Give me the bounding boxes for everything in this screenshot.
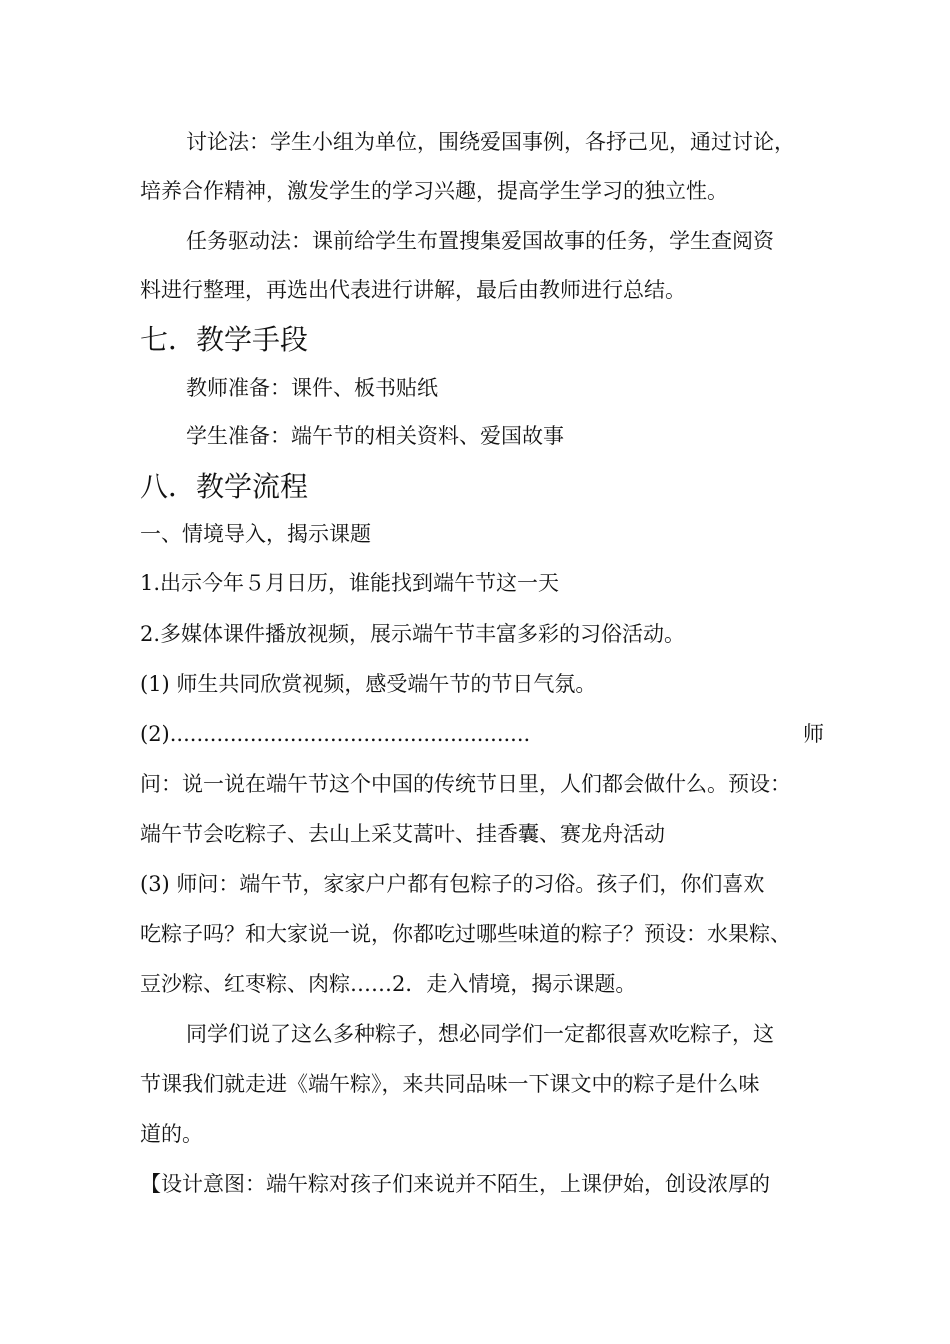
list-item-2: 2.多媒体课件播放视频，展示端午节丰富多彩的习俗活动。	[140, 622, 686, 646]
sub-item-2-leader: (2)......................................................	[140, 722, 531, 746]
sub-item-1: (1) 师生共同欣赏视频，感受端午节的节日气氛。	[140, 672, 597, 696]
sub-item-2-line2: 问：说一说在端午节这个中国的传统节日里，人们都会做什么。预设：	[140, 772, 791, 796]
sub-item-2-line1	[140, 719, 824, 749]
sub-item-3-line1: (3) 师问：端午节，家家户户都有包粽子的习俗。孩子们，你们喜欢	[140, 872, 765, 896]
teacher-preparation: 教师准备：课件、板书贴纸	[186, 376, 438, 400]
sub-item-2-line3: 端午节会吃粽子、去山上采艾蒿叶、挂香囊、赛龙舟活动	[140, 822, 665, 846]
subsection-title-one: 一、情境导入，揭示课题	[140, 522, 371, 546]
paragraph-intro-line1: 同学们说了这么多种粽子，想必同学们一定都很喜欢吃粽子，这	[186, 1022, 774, 1046]
list-item-1: 1.出示今年５月日历，谁能找到端午节这一天	[140, 571, 560, 595]
paragraph-discussion-line2: 培养合作精神，激发学生的学习兴趣，提高学生学习的独立性。	[140, 179, 728, 203]
paragraph-task-line1: 任务驱动法：课前给学生布置搜集爱国故事的任务，学生查阅资	[186, 229, 774, 253]
section-heading-eight: 八．教学流程	[140, 470, 309, 503]
paragraph-discussion-line1: 讨论法：学生小组为单位，围绕爱国事例，各抒己见，通过讨论，	[186, 130, 795, 154]
paragraph-intro-line2: 节课我们就走进《端午粽》，来共同品味一下课文中的粽子是什么味	[140, 1072, 760, 1096]
sub-item-3-line2: 吃粽子吗？和大家说一说，你都吃过哪些味道的粽子？预设：水果粽、	[140, 922, 791, 946]
sub-item-2-tail: 师	[803, 722, 824, 746]
design-intent-line1: 【设计意图：端午粽对孩子们来说并不陌生，上课伊始，创设浓厚的	[140, 1172, 770, 1196]
student-preparation: 学生准备：端午节的相关资料、爱国故事	[186, 424, 564, 448]
sub-item-3-line3: 豆沙粽、红枣粽、肉粽……2．走入情境，揭示课题。	[140, 972, 637, 996]
paragraph-task-line2: 料进行整理，再选出代表进行讲解，最后由教师进行总结。	[140, 278, 686, 302]
section-heading-seven: 七．教学手段	[140, 323, 309, 356]
paragraph-intro-line3: 道的。	[140, 1122, 203, 1146]
